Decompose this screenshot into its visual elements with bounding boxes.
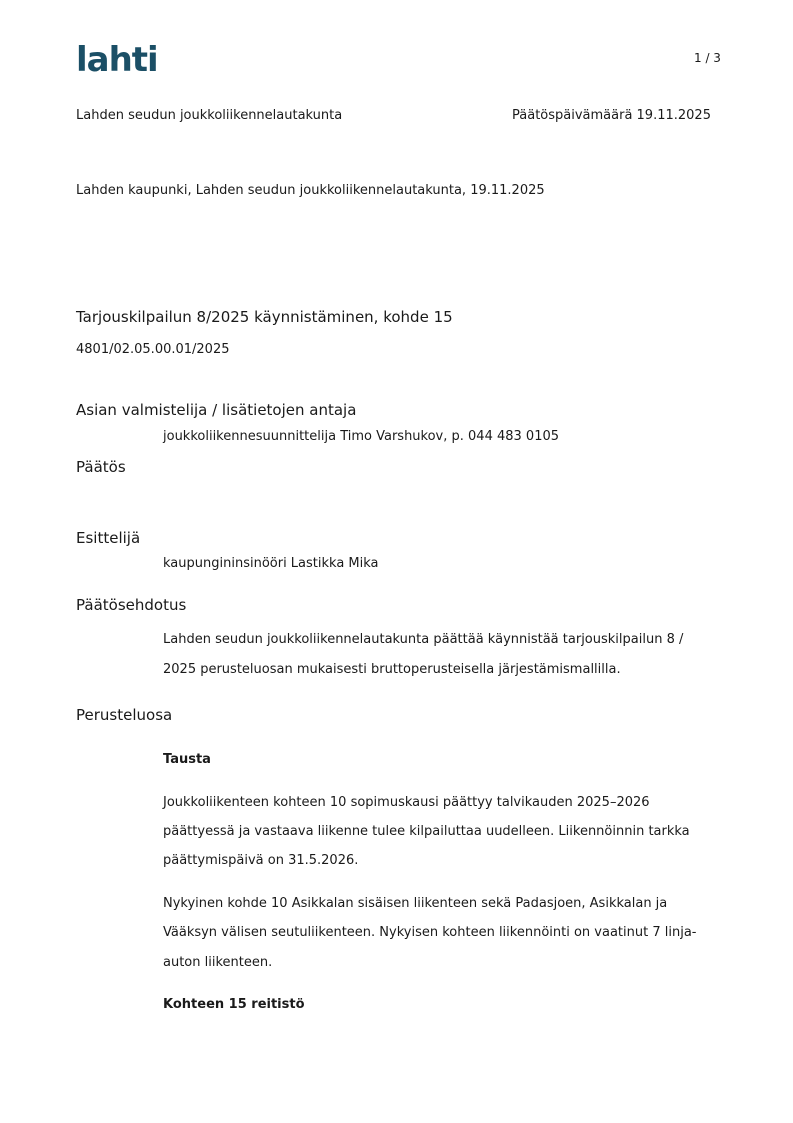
page-number: 1 / 3 <box>694 51 721 65</box>
proposal-line-2: 2025 perusteluosan mukaisesti bruttoperusteisella järjestämismallilla. <box>163 662 621 677</box>
meeting-line: Lahden kaupunki, Lahden seudun joukkoliikennelautakunta, 19.11.2025 <box>76 183 545 198</box>
lahti-logo: lahti <box>76 40 158 80</box>
case-title: Tarjouskilpailun 8/2025 käynnistäminen, kohde 15 <box>76 308 453 326</box>
header-decision-date: Päätöspäivämäärä 19.11.2025 <box>512 108 711 123</box>
routes-heading: Kohteen 15 reitistö <box>163 997 305 1012</box>
para2-line-3: auton liikenteen. <box>163 955 273 970</box>
presenter-text: kaupungininsinööri Lastikka Mika <box>163 556 379 571</box>
preparer-heading: Asian valmistelija / lisätietojen antaja <box>76 401 357 419</box>
decision-heading: Päätös <box>76 458 126 476</box>
para1-line-2: päättyessä ja vastaava liikenne tulee kilpailuttaa uudelleen. Liikennöinnin tarkka <box>163 824 690 839</box>
justification-heading: Perusteluosa <box>76 706 173 724</box>
para2-line-1: Nykyinen kohde 10 Asikkalan sisäisen liikenteen sekä Padasjoen, Asikkalan ja <box>163 896 668 911</box>
para2-line-2: Vääksyn välisen seutuliikenteen. Nykyisen kohteen liikennöinti on vaatinut 7 linja- <box>163 925 697 940</box>
proposal-line-1: Lahden seudun joukkoliikennelautakunta päättää käynnistää tarjouskilpailun 8 / <box>163 632 684 647</box>
background-heading: Tausta <box>163 752 211 767</box>
diary-number: 4801/02.05.00.01/2025 <box>76 342 230 357</box>
para1-line-3: päättymispäivä on 31.5.2026. <box>163 853 359 868</box>
presenter-heading: Esittelijä <box>76 529 141 547</box>
para1-line-1: Joukkoliikenteen kohteen 10 sopimuskausi päättyy talvikauden 2025–2026 <box>163 795 650 810</box>
preparer-text: joukkoliikennesuunnittelija Timo Varshukov, p. 044 483 0105 <box>163 429 560 444</box>
proposal-heading: Päätösehdotus <box>76 596 187 614</box>
header-body-name: Lahden seudun joukkoliikennelautakunta <box>76 108 343 123</box>
